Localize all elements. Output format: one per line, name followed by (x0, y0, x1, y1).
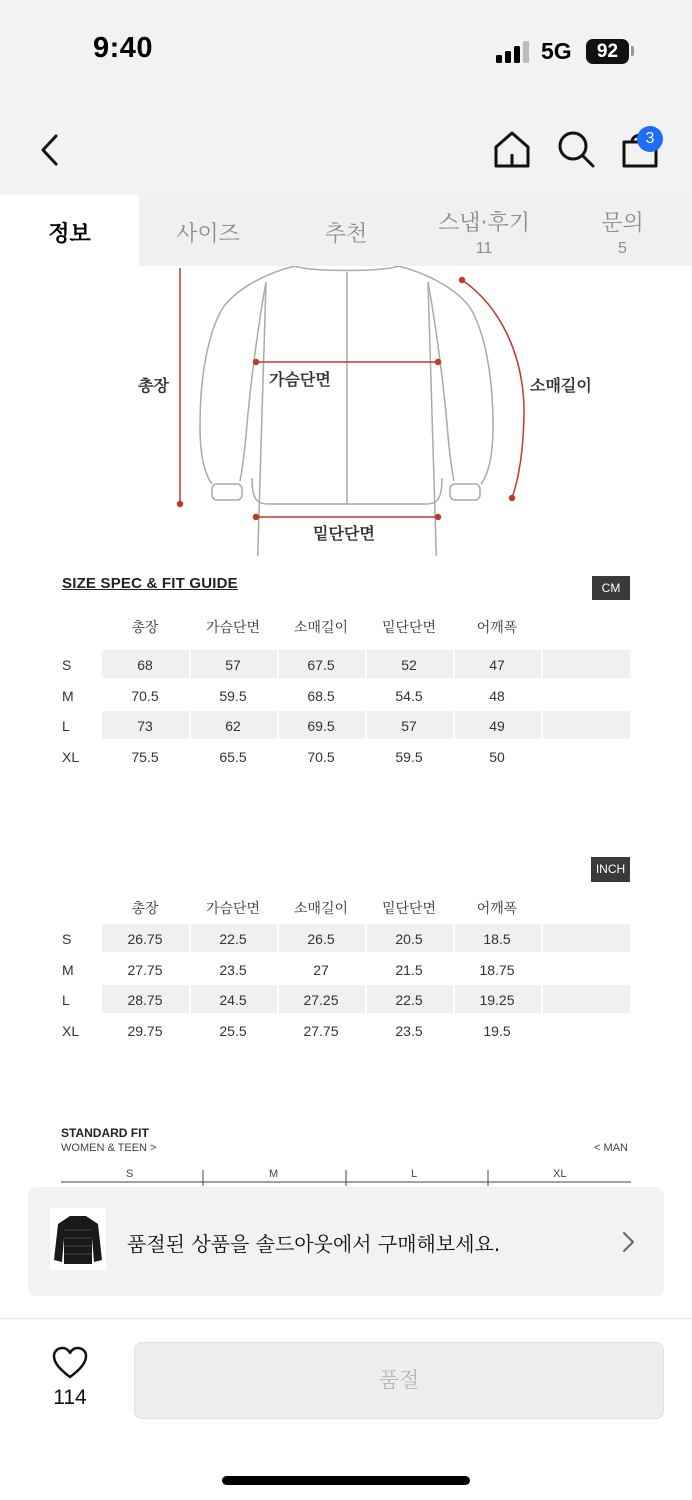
table-cell: 27.75 (127, 962, 163, 978)
table-cell: 57 (225, 657, 241, 673)
table-cell: 27.75 (303, 1023, 339, 1039)
inch-header-total-length: 총장 (131, 901, 159, 917)
label-total-length: 총장 (138, 376, 169, 395)
tab-recommend[interactable]: 추천 (324, 222, 368, 247)
label-sleeve: 소매길이 (530, 376, 592, 395)
table-cell: 52 (401, 657, 417, 673)
home-indicator (222, 1476, 470, 1485)
table-cell: 65.5 (219, 749, 247, 765)
inch-header-chest: 가슴단면 (205, 901, 261, 917)
inch-size-l: L (62, 992, 70, 1008)
size-spec-title: SIZE SPEC & FIT GUIDE (62, 575, 238, 592)
standard-fit-women-teen: WOMEN & TEEN > (61, 1142, 157, 1154)
tab-snap-review-count: 11 (475, 240, 493, 257)
table-cell: 23.5 (219, 962, 247, 978)
cm-header-shoulder: 어깨폭 (476, 620, 518, 636)
table-cell: 75.5 (131, 749, 159, 765)
table-cell: 26.5 (307, 931, 335, 947)
search-icon[interactable] (555, 128, 597, 170)
table-cell: 21.5 (395, 962, 423, 978)
status-time: 9:40 (93, 32, 154, 64)
signal-icon (496, 41, 532, 63)
inch-size-s: S (62, 931, 72, 947)
tab-info[interactable]: 정보 (48, 222, 91, 247)
bottom-divider (0, 1318, 692, 1319)
inch-size-xl: XL (62, 1023, 80, 1039)
table-cell: 29.75 (127, 1023, 163, 1039)
table-cell: 26.75 (127, 931, 163, 947)
unit-badge-inch: INCH (591, 857, 630, 882)
table-cell: 59.5 (219, 688, 247, 704)
unit-badge-cm: CM (592, 576, 630, 600)
cm-size-l: L (62, 718, 70, 734)
table-cell: 54.5 (395, 688, 423, 704)
standard-fit-man: < MAN (594, 1142, 628, 1154)
home-icon[interactable] (491, 128, 533, 170)
battery-icon: 92 (586, 39, 629, 64)
like-count: 114 (53, 1386, 87, 1409)
table-cell: 50 (489, 749, 505, 765)
cm-size-s: S (62, 657, 72, 673)
table-cell: 18.75 (479, 962, 515, 978)
cm-header-total-length: 총장 (131, 620, 159, 636)
table-cell: 57 (401, 718, 417, 734)
inch-header-hem: 밑단단면 (381, 901, 437, 917)
table-cell: 68.5 (307, 688, 335, 704)
standard-fit-title: STANDARD FIT (61, 1126, 149, 1140)
label-chest: 가슴단면 (269, 370, 331, 389)
cm-header-sleeve: 소매길이 (293, 620, 349, 636)
chevron-right-icon (620, 1230, 636, 1254)
inch-header-shoulder: 어깨폭 (476, 901, 518, 917)
fit-size-l: L (411, 1168, 418, 1180)
tab-inquiry-count: 5 (618, 240, 627, 257)
tab-snap-review[interactable]: 스냅·후기 11 (415, 206, 553, 258)
table-cell: 49 (489, 718, 505, 734)
inch-size-m: M (62, 962, 74, 978)
tab-inquiry[interactable]: 문의 5 (553, 206, 692, 258)
table-cell: 67.5 (307, 657, 335, 673)
table-cell: 68 (137, 657, 153, 673)
table-cell: 20.5 (395, 931, 423, 947)
fit-size-s: S (126, 1168, 134, 1180)
table-cell: 28.75 (127, 992, 163, 1008)
table-cell: 73 (137, 718, 153, 734)
cm-size-m: M (62, 688, 74, 704)
fit-size-m: M (269, 1168, 279, 1180)
heart-icon[interactable] (52, 1346, 88, 1380)
fit-size-xl: XL (553, 1168, 567, 1180)
cm-size-xl: XL (62, 749, 80, 765)
jacket-measurement-diagram (0, 266, 692, 556)
cm-header-hem: 밑단단면 (381, 620, 437, 636)
table-cell: 48 (489, 688, 505, 704)
cart-badge: 3 (637, 126, 663, 152)
cm-header-chest: 가슴단면 (205, 620, 261, 636)
product-thumbnail (50, 1208, 106, 1270)
table-cell: 22.5 (395, 992, 423, 1008)
table-cell: 59.5 (395, 749, 423, 765)
table-cell: 70.5 (307, 749, 335, 765)
table-cell: 23.5 (395, 1023, 423, 1039)
soldout-button[interactable]: 품절 (134, 1342, 664, 1419)
table-cell: 22.5 (219, 931, 247, 947)
network-label: 5G (541, 38, 572, 64)
table-cell: 27 (313, 962, 329, 978)
table-cell: 18.5 (483, 931, 511, 947)
table-cell: 47 (489, 657, 505, 673)
table-cell: 27.25 (303, 992, 339, 1008)
battery-tip (631, 46, 634, 56)
table-cell: 62 (225, 718, 241, 734)
table-cell: 70.5 (131, 688, 159, 704)
table-cell: 19.25 (479, 992, 515, 1008)
table-cell: 19.5 (483, 1023, 511, 1039)
table-cell: 69.5 (307, 718, 335, 734)
tab-size[interactable]: 사이즈 (176, 222, 240, 247)
table-cell: 25.5 (219, 1023, 247, 1039)
inch-header-sleeve: 소매길이 (293, 901, 349, 917)
table-cell: 24.5 (219, 992, 247, 1008)
soldout-banner-text: 품절된 상품을 솔드아웃에서 구매해보세요. (127, 1232, 501, 1256)
back-icon[interactable] (36, 132, 64, 168)
fit-scale-line (61, 1168, 631, 1186)
jacket-thumbnail-icon (50, 1208, 106, 1270)
label-hem: 밑단단면 (313, 524, 375, 543)
